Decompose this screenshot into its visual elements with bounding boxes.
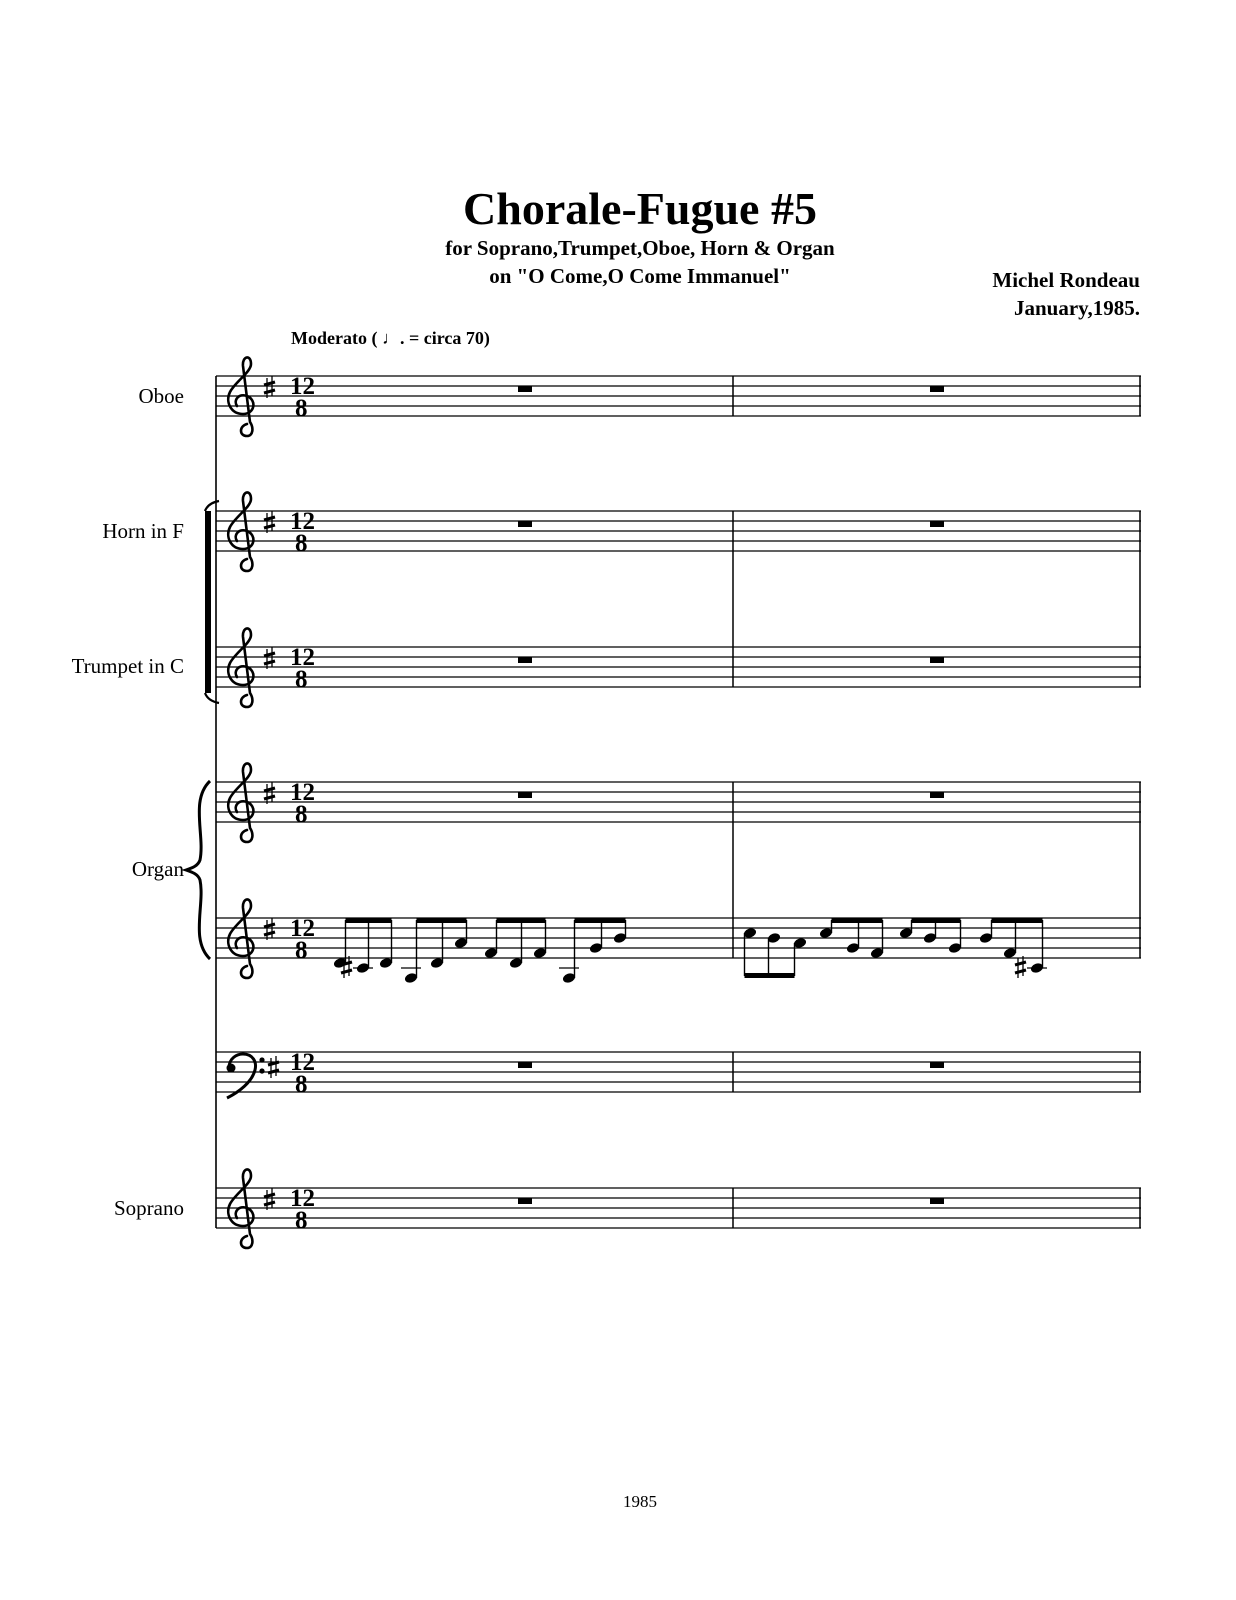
sharp-icon [264,647,275,669]
composer-name: Michel Rondeau [992,268,1140,292]
note-beam [417,918,467,923]
note-beam [912,918,961,923]
treble-clef-icon [228,357,253,436]
whole-rest-icon [930,386,944,392]
composition-date: January,1985. [1013,296,1140,320]
note-beam [832,918,883,923]
score-subtitle-instrumentation: for Soprano,Trumpet,Oboe, Horn & Organ [445,236,835,260]
whole-rest-icon [518,521,532,527]
staff-organ-upper [216,763,1141,842]
note-beam [745,973,795,978]
instrument-label-trumpet: Trumpet in C [71,654,184,678]
score-system: 12 8 [0,0,1236,1600]
staff-horn [216,492,1141,571]
whole-rest-icon [518,657,532,663]
sharp-icon [264,918,275,940]
whole-rest-icon [930,792,944,798]
sharp-icon [264,1188,275,1210]
instrument-label-organ: Organ [131,857,184,881]
staff-trumpet [216,628,1141,707]
sharp-icon [264,511,275,533]
score-title: Chorale-Fugue #5 [463,183,817,234]
note-beam [346,918,392,923]
instrument-label-oboe: Oboe [138,384,184,408]
staff-oboe [216,357,1141,436]
score-subtitle-source: on "O Come,O Come Immanuel" [489,264,791,288]
treble-clef-icon [228,492,253,571]
note-beam [497,918,546,923]
treble-clef-icon [228,899,253,978]
instrument-label-soprano: Soprano [114,1196,184,1220]
treble-clef-icon [228,628,253,707]
page-footer: 1985 [623,1492,657,1511]
organ-brace [186,781,210,959]
whole-rest-icon [518,1198,532,1204]
whole-rest-icon [518,1062,532,1068]
treble-clef-icon [228,1169,253,1248]
staff-organ-pedal [216,1049,1141,1098]
tempo-label: Moderato [291,328,367,348]
staff-soprano [216,1169,1141,1248]
sharp-icon [264,782,275,804]
whole-rest-icon [518,792,532,798]
whole-rest-icon [930,521,944,527]
treble-clef-icon [228,763,253,842]
whole-rest-icon [518,386,532,392]
sharp-icon [1015,956,1026,978]
note-beam [992,918,1043,923]
sharp-icon [264,376,275,398]
instrument-label-horn: Horn in F [102,519,184,543]
whole-rest-icon [930,1198,944,1204]
whole-rest-icon [930,657,944,663]
sharp-icon [268,1056,279,1078]
staff-organ-middle [216,899,1141,978]
whole-rest-icon [930,1062,944,1068]
tempo-metronome: ( ♩. = circa 70) [371,328,490,348]
note-beam [575,918,626,923]
